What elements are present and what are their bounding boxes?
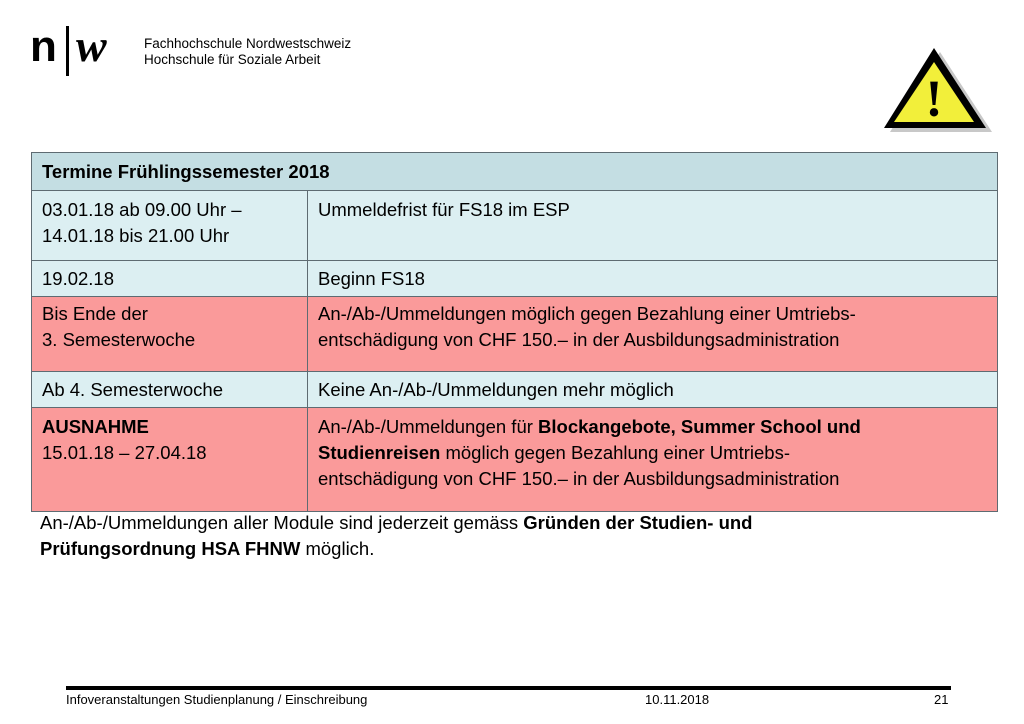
page-number: 21 [934,692,949,707]
cell-line: An-/Ab-/Ummeldungen möglich gegen Bezahlung einer Umtriebs- [318,303,856,324]
table-title: Termine Frühlingssemester 2018 [32,153,998,191]
cell-line: 15.01.18 – 27.04.18 [42,442,207,463]
table-cell-description [308,408,998,512]
school-line-1: Fachhochschule Nordwestschweiz [144,36,352,51]
table-cell-description: Keine An-/Ab-/Ummeldungen mehr möglich [308,372,998,408]
cell-line: Bis Ende der [42,303,148,324]
table-row [32,408,998,512]
table-cell-date [32,408,308,512]
cell-text-bold: Studienreisen [318,442,441,463]
warning-exclamation: ! [925,71,943,128]
note-text-bold: Prüfungsordnung HSA FHNW [40,538,301,559]
footer-date: 10.11.2018 [645,692,710,707]
table-cell-date: 19.02.18 [32,261,308,297]
table-row [32,191,998,261]
table-row [32,297,998,372]
fhnw-logo [30,20,150,76]
note-text-bold: Gründen der Studien- und [523,512,753,533]
table-cell-date [32,191,308,261]
cell-text-bold: Blockangebote, Summer School und [538,416,861,437]
school-line-2: Hochschule für Soziale Arbeit [144,52,321,67]
cell-line: 3. Semesterwoche [42,329,196,350]
footer-title: Infoveranstaltungen Studienplanung / Einschreibung [66,692,368,707]
table-cell-description [308,297,998,372]
schedule-table [31,152,998,512]
cell-line: 03.01.18 ab 09.00 Uhr – [42,199,242,220]
school-name [144,36,351,68]
note-text: An-/Ab-/Ummeldungen aller Module sind jederzeit gemäss [40,512,524,533]
table-row [32,261,998,297]
footer-divider [66,686,951,690]
table-cell-date: Ab 4. Semesterwoche [32,372,308,408]
note-text: möglich. [300,538,375,559]
logo-w: w [76,20,107,71]
logo-divider [66,26,69,76]
warning-triangle-icon [882,44,994,136]
table-row [32,372,998,408]
cell-text: entschädigung von CHF 150.– in der Ausbildungsadministration [318,468,840,489]
note-paragraph [40,510,980,562]
table-header-row [32,153,998,191]
cell-line: entschädigung von CHF 150.– in der Ausbildungsadministration [318,329,840,350]
cell-text: An-/Ab-/Ummeldungen für [318,416,539,437]
table-cell-date [32,297,308,372]
table-cell-description: Beginn FS18 [308,261,998,297]
cell-text: möglich gegen Bezahlung einer Umtriebs- [440,442,790,463]
logo-n: n [30,22,57,71]
table-cell-description: Ummeldefrist für FS18 im ESP [308,191,998,261]
exception-label: AUSNAHME [42,416,149,437]
cell-line: 14.01.18 bis 21.00 Uhr [42,225,230,246]
